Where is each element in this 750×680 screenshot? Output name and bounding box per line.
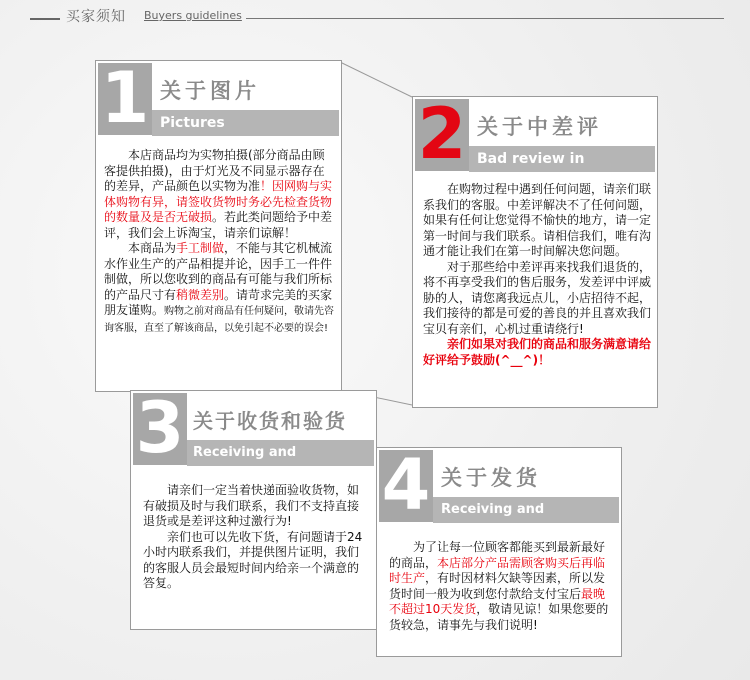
number-3: 3 (135, 387, 185, 469)
text-p3-red: 亲们如果对我们的商品和服务满意请给好评给予鼓励(^__^)！ (423, 337, 652, 367)
text-p2-red2: 稍微差别 (176, 287, 225, 302)
text-p1a: 为了让每一位顾客都能买到最新最好的商品， (389, 540, 606, 570)
card-title-bad-review: 关于中差评 (477, 115, 602, 139)
card-subtitle-pictures: Pictures (160, 115, 225, 131)
number-2: 2 (417, 93, 467, 175)
card-title-receiving: 关于收货和验货 (193, 409, 347, 433)
text-p1: 请亲们一定当着快递面验收货物，如有破损及时与我们联系，我们不支持直接退货或是差评这种过激行为! (143, 483, 360, 528)
card-shipping (376, 444, 622, 657)
header-subtitle: Buyers guidelines (144, 9, 242, 22)
card-title-pictures: 关于图片 (160, 79, 260, 103)
card-subtitle-receiving: Receiving and inspection (193, 445, 297, 486)
header-title: 买家须知 (66, 9, 126, 25)
text-p1-red: ！因网购与实体购物有异，请签收货物时务必先检查货物的数量及是否无破损 (104, 179, 333, 224)
text-p1: 本店商品均为实物拍摄(部分商品由顾客提供拍摄)，由于灯光及不同显示器存在的差异，产品颜色以实物为准 (104, 148, 325, 193)
text-p1b: ，有时因材料欠缺等因素，所以发货时间一般为收到您付款给支付宝后 (389, 571, 606, 601)
card-body-shipping (389, 540, 611, 633)
card-subtitle-shipping: Receiving and inspection (441, 502, 545, 543)
card-bad-review (412, 93, 658, 408)
number-4: 4 (381, 444, 431, 526)
text-p2a: 本商品为 (128, 241, 177, 255)
text-p2-small: 购物之前对商品有任何疑问，敬请先咨询客服，直至了解该商品，以免引起不必要的误会! (104, 306, 335, 334)
number-badge-2 (415, 93, 469, 175)
card-body-bad-review (423, 182, 651, 368)
card-body-receiving (143, 483, 365, 592)
number-badge-3 (133, 387, 187, 469)
text-p2b: ，不能与其它机械流水作业生产的产品相提并论，因手工一件件制做，所以您收到的商品有可能与我们所标的产品尺寸有 (104, 241, 333, 302)
text-p1c: ，敬请见谅！如果您要的货较急，请事先与我们说明! (389, 602, 609, 632)
text-p1-red2: 最晚不超过10天发货 (389, 586, 606, 616)
number-badge-4 (379, 444, 433, 526)
text-p2c: 。请苛求完美的买家朋友谨购。 (104, 287, 333, 317)
text-p2: 亲们也可以先收下货，有问题请于24小时内联系我们，并提供图片证明，我们的客服人员会最短时间内给亲一个满意的答复。 (143, 529, 363, 590)
text-p2-red1: 手工制做 (176, 241, 225, 255)
number-1: 1 (100, 57, 150, 139)
card-subtitle-bad-review: Bad review in (477, 151, 585, 167)
card-receiving (130, 387, 377, 630)
card-title-shipping: 关于发货 (441, 466, 541, 490)
card-pictures (95, 57, 342, 392)
card-body-pictures (104, 148, 334, 336)
text-p1-red1: 本店部分产品需顾客购买后再临时生产 (389, 555, 606, 585)
text-p1: 在购物过程中遇到任何问题，请亲们联系我们的客服。中差评解决不了任何问题，如果有任何让您觉得不愉快的地方，请一定第一时间与我们联系。请相信我们，唯有沟通才能让我们在第一时间解决您问题。 (423, 182, 652, 258)
number-badge-1 (98, 57, 152, 139)
text-p2: 对于那些给中差评再来找我们退货的，将不再享受我们的售后服务，发差评中评威胁的人，请您离我远点儿，小店招待不起，我们接待的都是可爱的善良的并且喜欢我们宝贝有亲们，心机过重请绕行! (423, 259, 652, 336)
text-p1-end: 。若此类问题给予中差评，我们会上诉淘宝，请亲们谅解！ (104, 210, 333, 240)
